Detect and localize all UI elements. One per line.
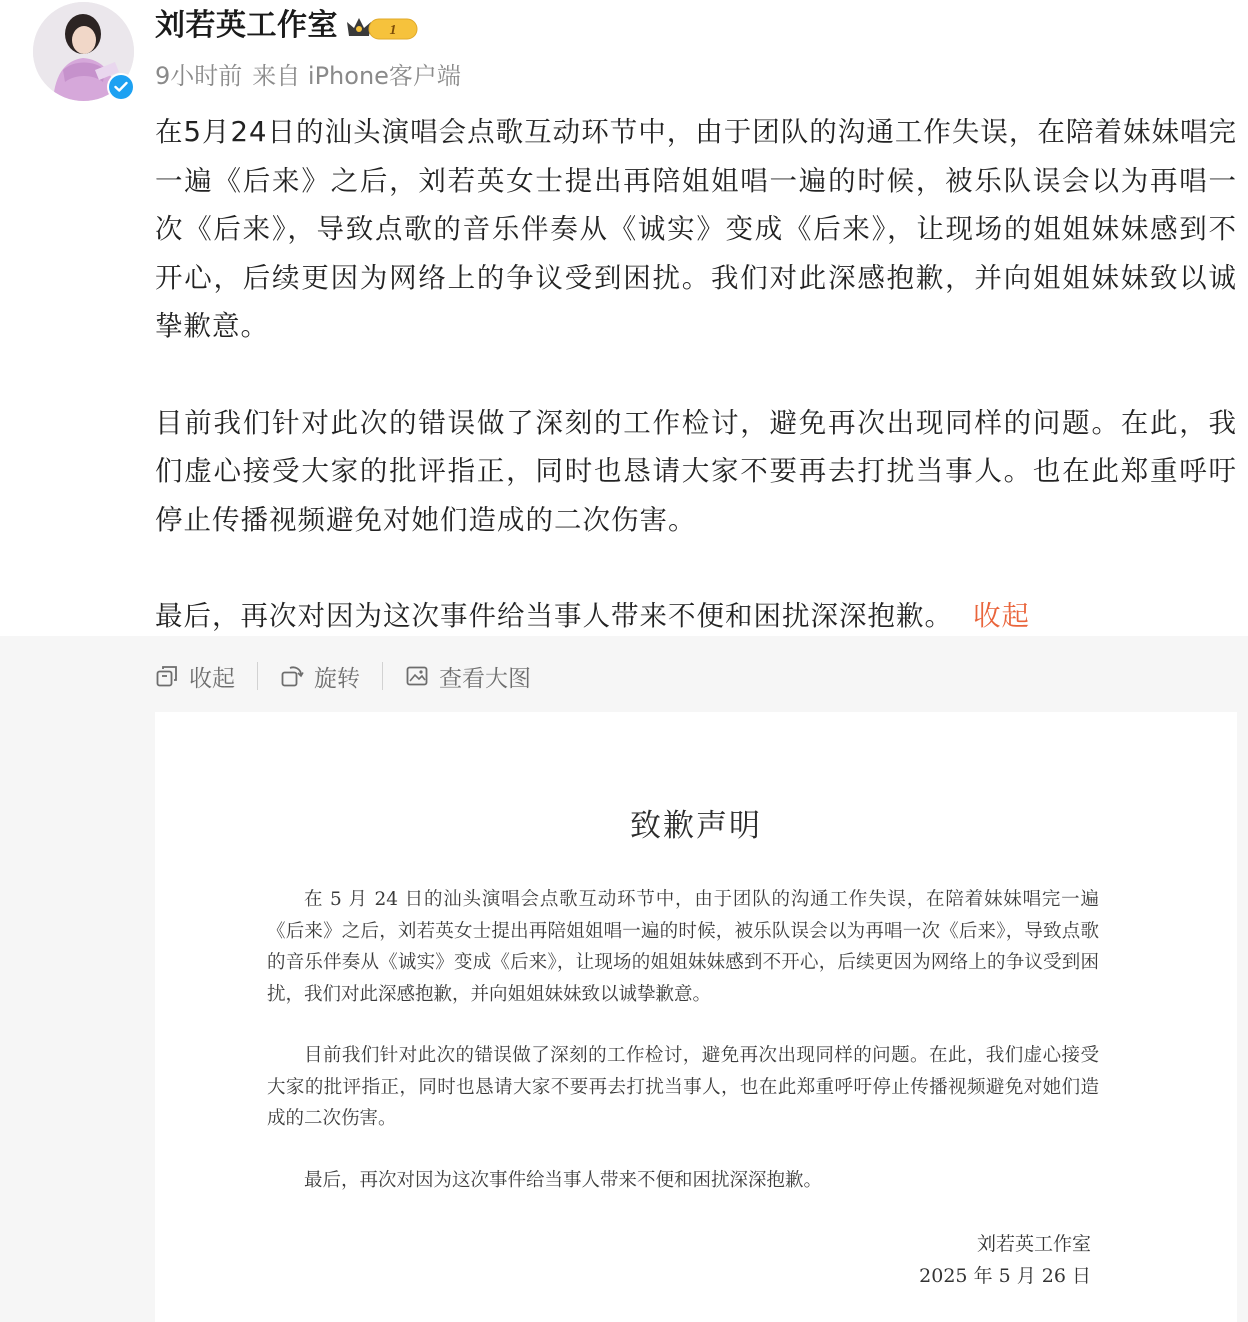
- post-text: [155, 108, 1237, 641]
- post-paragraph: 目前我们针对此次的错误做了深刻的工作检讨，避免再次出现同样的问题。在此，我们虚心接受大家的批评指正，同时也恳请大家不要再去打扰当事人。也在此郑重呼吁停止传播视频避免对她们造成的二次伤害。: [155, 406, 1237, 536]
- post-paragraph-last: [155, 592, 1237, 641]
- post-time: 9小时前: [155, 62, 243, 90]
- statement-paragraph: 在 5 月 24 日的汕头演唱会点歌互动环节中，由于团队的沟通工作失误，在陪着妹妹唱完一遍《后来》之后，刘若英女士提出再陪姐姐唱一遍的时候，被乐队误会以为再唱一次《后来》，导致点歌的音乐伴奏从《诚实》变成《后来》，让现场的姐姐妹妹感到不开心，后续更因为网络上的争议受到困扰，我们对此深感抱歉，并向姐姐妹妹致以诚挚歉意。: [267, 889, 1099, 1005]
- post-paragraph-text: 最后，再次对因为这次事件给当事人带来不便和困扰深深抱歉。: [155, 600, 953, 632]
- statement-image[interactable]: [155, 712, 1237, 1322]
- statement-body: [267, 884, 1099, 1196]
- collapse-link[interactable]: 收起: [973, 600, 1030, 632]
- verified-badge-icon: [107, 73, 135, 101]
- statement-title: 致歉声明: [630, 808, 762, 844]
- image-toolbar: [155, 656, 531, 696]
- vip-crown-icon[interactable]: [345, 14, 419, 42]
- statement-date: 2025 年 5 月 26 日: [919, 1265, 1091, 1287]
- toolbar-divider: [382, 662, 383, 690]
- vip-level: 1: [389, 23, 397, 38]
- collapse-button[interactable]: [155, 660, 235, 693]
- view-large-label: 查看大图: [439, 665, 531, 692]
- rotate-icon: [280, 664, 304, 688]
- rotate-label: 旋转: [314, 665, 360, 692]
- post-meta: [155, 58, 461, 94]
- statement-paragraph: 目前我们针对此次的错误做了深刻的工作检讨，避免再次出现同样的问题。在此，我们虚心接受大家的批评指正，同时也恳请大家不要再去打扰当事人，也在此郑重呼吁停止传播视频避免对她们造成的二次伤害。: [267, 1045, 1099, 1129]
- statement-signature: 刘若英工作室: [976, 1233, 1091, 1255]
- collapse-label: 收起: [189, 665, 235, 692]
- image-icon: [405, 664, 429, 688]
- post-source[interactable]: 来自 iPhone客户端: [252, 62, 461, 90]
- statement-paragraph: 最后，再次对因为这次事件给当事人带来不便和困扰深深抱歉。: [304, 1169, 823, 1191]
- user-name[interactable]: 刘若英工作室: [155, 8, 338, 43]
- collapse-icon: [155, 664, 179, 688]
- post-paragraph: 在5月24日的汕头演唱会点歌互动环节中，由于团队的沟通工作失误，在陪着妹妹唱完一遍《后来》之后，刘若英女士提出再陪姐姐唱一遍的时候，被乐队误会以为再唱一次《后来》，导致点歌的音乐伴奏从《诚实》变成《后来》，让现场的姐姐妹妹感到不开心，后续更因为网络上的争议受到困扰。我们对此深感抱歉，并向姐姐妹妹致以诚挚歉意。: [155, 116, 1237, 342]
- toolbar-divider: [257, 662, 258, 690]
- statement-signature-block: [919, 1228, 1091, 1292]
- view-large-button[interactable]: [405, 660, 531, 693]
- rotate-button[interactable]: [280, 660, 360, 693]
